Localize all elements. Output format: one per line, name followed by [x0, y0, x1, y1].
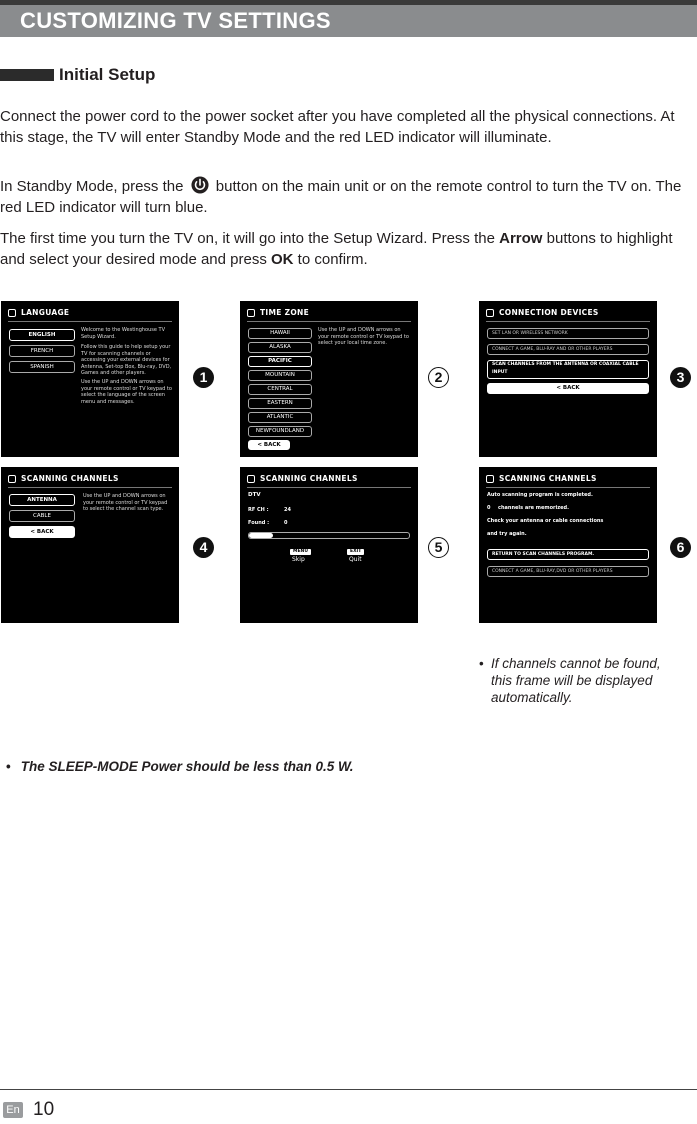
power-icon [190, 176, 210, 194]
scan-complete-screen [479, 467, 657, 623]
option-eastern[interactable]: EASTERN [248, 398, 312, 409]
option-central[interactable]: CENTRAL [248, 384, 312, 395]
screen-title: LANGUAGE [21, 308, 70, 317]
back-label: BACK [562, 385, 580, 391]
screen-title: SCANNING CHANNELS [499, 474, 597, 483]
standby-text-after: button on the main unit or on the remote control to turn the TV on. The red LED indicator will turn blue. [0, 178, 682, 216]
option-antenna[interactable]: ANTENNA [9, 494, 75, 506]
step-2-marker: 2 [428, 367, 449, 388]
section-title: Initial Setup [59, 65, 156, 84]
header-rule [8, 321, 172, 322]
scan-progress-screen [240, 467, 418, 623]
screen-title: CONNECTION DEVICES [499, 308, 599, 317]
scan-complete-message: Auto scanning program is completed. [487, 492, 593, 498]
section-heading [0, 64, 155, 86]
chevron-left-icon: < [556, 385, 563, 391]
progress-fill [249, 533, 273, 538]
section-bar [0, 69, 54, 81]
dtv-label: DTV [248, 492, 261, 498]
option-scan-channels[interactable]: SCAN CHANNELS FROM THE ANTENNA OR COAXIAL CABLE INPUT [487, 360, 649, 379]
back-button[interactable] [248, 440, 290, 450]
option-hawaii[interactable]: HAWAII [248, 328, 312, 339]
found-label: Found : [248, 520, 270, 526]
sleep-mode-text: The SLEEP-MODE Power should be less than 0.5 W. [20, 759, 354, 774]
screen-header [486, 308, 599, 317]
ok-keyword: OK [271, 251, 294, 268]
try-again-text: and try again. [487, 531, 527, 537]
scan-type-instructions: Use the UP and DOWN arrows on your remote control or TV keypad to select the channel scan type. [83, 493, 168, 512]
scan-type-screen [1, 467, 179, 623]
quit-label: Quit [349, 556, 362, 563]
time-zone-screen [240, 301, 418, 457]
screen-header [486, 474, 597, 483]
chevron-left-icon: < [257, 442, 264, 448]
option-connect-players[interactable]: CONNECT A GAME, BLU-RAY AND OR OTHER PLAYERS [487, 344, 649, 355]
check-connections-text: Check your antenna or cable connections [487, 518, 604, 524]
rf-channel-value: 24 [284, 507, 291, 513]
option-connect-players[interactable]: CONNECT A GAME, BLU-RAY,DVD OR OTHER PLAYERS [487, 566, 649, 577]
page-header [0, 5, 697, 37]
language-badge: En [3, 1102, 23, 1118]
channels-note-text: If channels cannot be found, this frame will be displayed automatically. [491, 656, 661, 705]
wizard-text-middle: buttons to highlight and select your desired mode and press [0, 230, 673, 268]
step-3-marker: 3 [670, 367, 691, 388]
footer-rule [0, 1089, 697, 1090]
channels-memorized-text: channels are memorized. [498, 505, 570, 511]
step-1-marker: 1 [193, 367, 214, 388]
checkbox-icon [8, 475, 16, 483]
channels-count: 0 [487, 505, 491, 511]
rf-channel-label: RF CH : [248, 507, 269, 513]
channels-note [479, 655, 669, 706]
option-cable[interactable]: CABLE [9, 510, 75, 522]
header-rule [8, 487, 172, 488]
back-label: BACK [263, 442, 281, 448]
screen-header [8, 474, 119, 483]
option-spanish[interactable]: SPANISH [9, 361, 75, 373]
option-pacific[interactable]: PACIFIC [248, 356, 312, 367]
checkbox-icon [247, 309, 255, 317]
header-rule [486, 321, 650, 322]
wizard-text-before: The first time you turn the TV on, it will go into the Setup Wizard. Press the [0, 230, 495, 247]
guide-text: Follow this guide to help setup your TV for scanning channels or accessing your external devices for Antenna, Set-top Box, Blu-ray, DVD, Games and other players. [81, 344, 172, 376]
option-mountain[interactable]: MOUNTAIN [248, 370, 312, 381]
paragraph-setup-wizard [0, 228, 690, 270]
language-instructions: Use the UP and DOWN arrows on your remote control or TV keypad to select the language of the screen menu and messages. [81, 379, 172, 405]
screen-header [247, 474, 358, 483]
screen-title: SCANNING CHANNELS [260, 474, 358, 483]
paragraph-power-cord: Connect the power cord to the power socket after you have completed all the physical connections. At this stage, the TV will enter Standby Mode and the red LED indicator will illuminate. [0, 108, 675, 146]
option-alaska[interactable]: ALASKA [248, 342, 312, 353]
sleep-mode-note [6, 759, 354, 774]
checkbox-icon [247, 475, 255, 483]
option-atlantic[interactable]: ATLANTIC [248, 412, 312, 423]
page-title: CUSTOMIZING TV SETTINGS [20, 8, 331, 33]
step-6-marker: 6 [670, 537, 691, 558]
option-newfoundland[interactable]: NEWFOUNDLAND [248, 426, 312, 437]
wizard-text-after: to confirm. [297, 251, 368, 268]
checkbox-icon [486, 309, 494, 317]
skip-label: Skip [292, 556, 305, 563]
option-english[interactable]: ENGLISH [9, 329, 75, 341]
checkbox-icon [486, 475, 494, 483]
screen-header [8, 308, 69, 317]
screen-header [247, 308, 309, 317]
progress-track [248, 532, 410, 539]
step-4-marker: 4 [193, 537, 214, 558]
option-return-to-scan[interactable]: RETURN TO SCAN CHANNELS PROGRAM. [487, 549, 649, 560]
header-rule [247, 487, 411, 488]
bullet-icon: • [479, 656, 484, 671]
option-network[interactable]: SET LAN OR WIRELESS NETWORK [487, 328, 649, 339]
checkbox-icon [8, 309, 16, 317]
standby-text-before: In Standby Mode, press the [0, 178, 184, 195]
option-french[interactable]: FRENCH [9, 345, 75, 357]
bullet-icon: • [6, 759, 11, 774]
found-value: 0 [284, 520, 288, 526]
header-rule [247, 321, 411, 322]
chevron-left-icon: < [30, 529, 37, 535]
arrow-keyword: Arrow [499, 230, 543, 247]
paragraph-standby [0, 176, 690, 218]
back-label: BACK [36, 529, 54, 535]
connection-devices-screen [479, 301, 657, 457]
language-screen [1, 301, 179, 457]
header-rule [486, 487, 650, 488]
time-zone-instructions: Use the UP and DOWN arrows on your remote control or TV keypad to select your local time zone. [318, 327, 409, 346]
page-number: 10 [33, 1099, 55, 1120]
back-button[interactable] [487, 383, 649, 394]
screen-title: TIME ZONE [260, 308, 310, 317]
step-5-marker: 5 [428, 537, 449, 558]
exit-key[interactable]: EXIT [347, 549, 364, 555]
back-button[interactable] [9, 526, 75, 538]
welcome-text: Welcome to the Westinghouse TV Setup Wizard. [81, 327, 166, 340]
menu-key[interactable]: MENU [290, 549, 311, 555]
screen-title: SCANNING CHANNELS [21, 474, 119, 483]
